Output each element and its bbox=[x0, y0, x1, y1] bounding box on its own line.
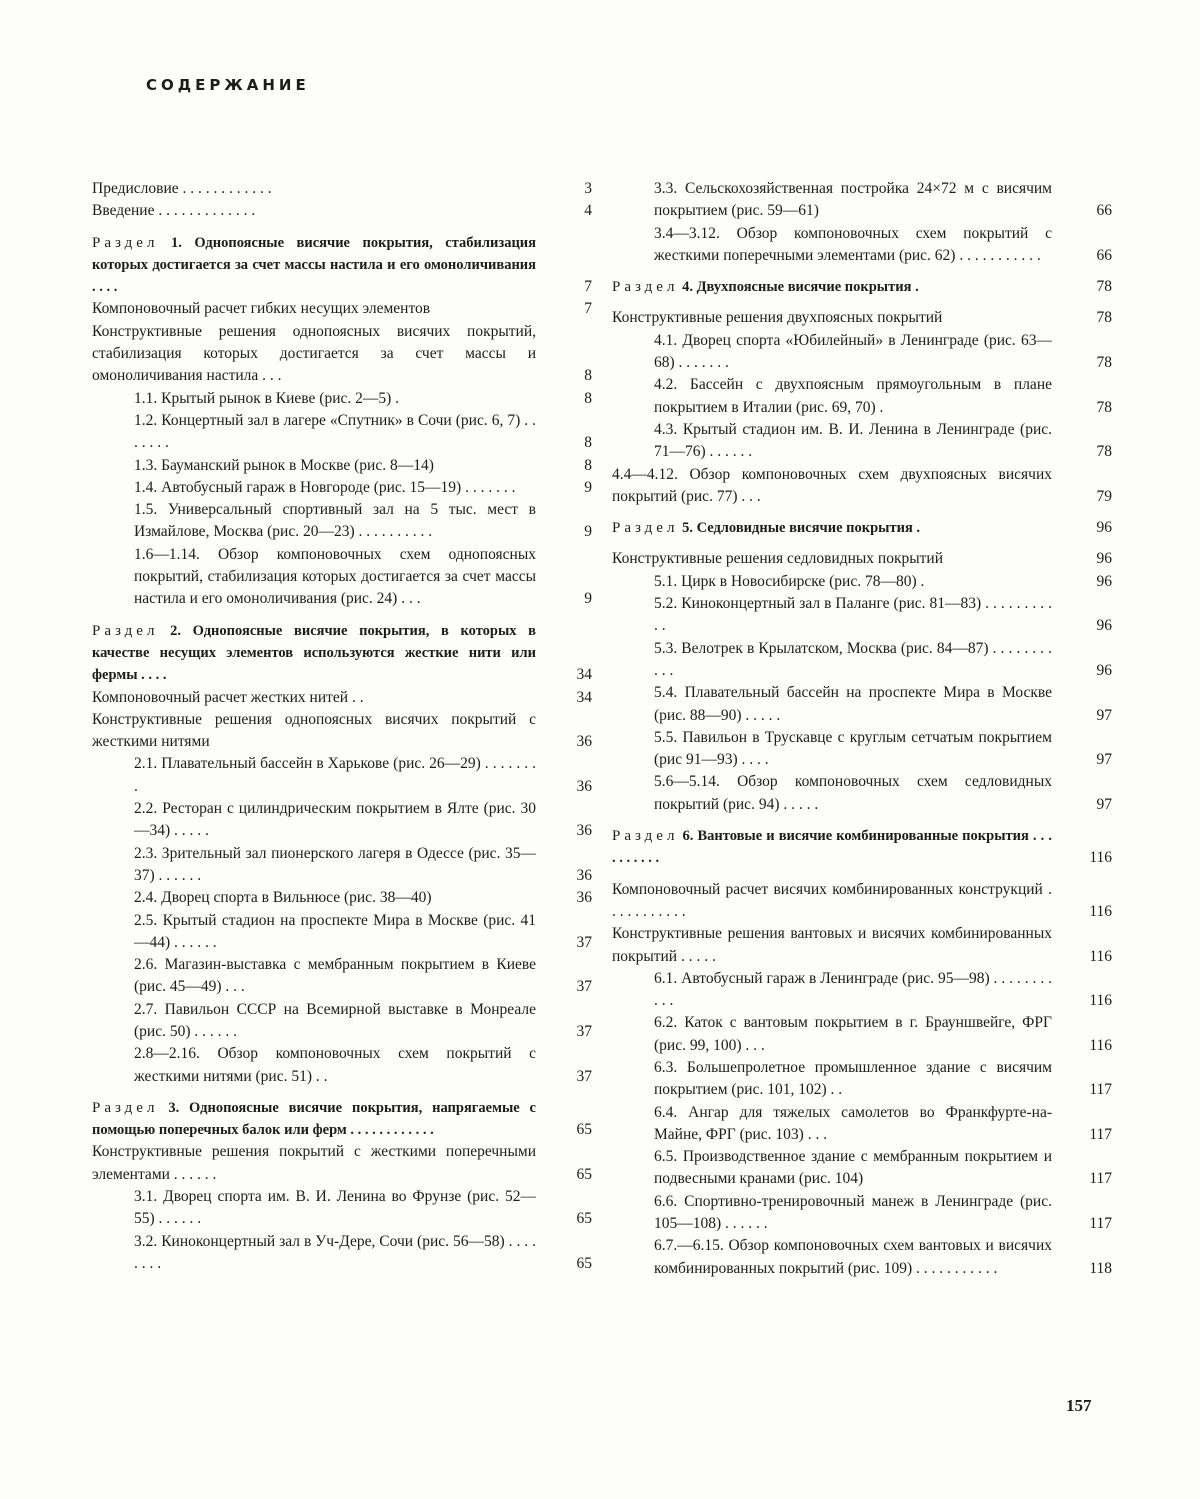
toc-page-number: 116 bbox=[1089, 947, 1112, 965]
toc-entry-title bbox=[612, 276, 1060, 298]
toc-entry-title bbox=[612, 825, 1060, 870]
toc-entry[interactable] bbox=[92, 709, 592, 754]
toc-subentry[interactable] bbox=[92, 410, 592, 455]
toc-subentry[interactable] bbox=[92, 388, 592, 410]
toc-entry-title: 2.8—2.16. Обзор компоновочных схем покрытий с жесткими нитями (рис. 51) . . bbox=[134, 1045, 536, 1085]
toc-page-number: 65 bbox=[576, 1210, 592, 1228]
section-title: 5. Седловидные висячие покрытия . bbox=[682, 520, 921, 537]
toc-entry-title: 5.3. Велотрек в Крылатском, Москва (рис. 84—87) . . . . . . . . . . . bbox=[654, 639, 1052, 679]
toc-page-number: 66 bbox=[1096, 246, 1112, 264]
toc-entry-title: 5.1. Цирк в Новосибирске (рис. 78—80) . bbox=[654, 572, 925, 590]
toc-page-number: 8 bbox=[584, 434, 592, 452]
toc-entry-title: 5.2. Киноконцертный зал в Паланге (рис. 81—83) . . . . . . . . . . . bbox=[654, 595, 1052, 635]
toc-subentry[interactable] bbox=[612, 771, 1112, 816]
toc-entry-title bbox=[612, 517, 1060, 539]
toc-page-number: 34 bbox=[576, 688, 592, 706]
toc-page-number: 78 bbox=[1096, 398, 1112, 416]
toc-right-column bbox=[612, 178, 1112, 1280]
toc-section-entry[interactable] bbox=[92, 232, 592, 299]
toc-entry-title: Предисловие . . . . . . . . . . . . bbox=[92, 180, 272, 197]
toc-subentry[interactable] bbox=[612, 593, 1112, 638]
toc-entry-title: 4.2. Бассейн с двухпоясным прямоугольным в плане покрытием в Италии (рис. 69, 70) . bbox=[654, 376, 1052, 416]
toc-subentry[interactable] bbox=[612, 223, 1112, 268]
toc-entry-title: Компоновочный расчет висячих комбинированных конструкций . . . . . . . . . . . bbox=[612, 880, 1052, 920]
toc-page-number: 78 bbox=[1096, 354, 1112, 372]
section-title: 1. Однопоясные висячие покрытия, стабилизация которых достигается за счет массы настила и его омоноличивания . . . . bbox=[92, 234, 536, 296]
toc-entry-title: Компоновочный расчет гибких несущих элементов bbox=[92, 300, 431, 318]
toc-entry-title: 6.2. Каток с вантовым покрытием в г. Брауншвейге, ФРГ (рис. 99, 100) . . . bbox=[654, 1014, 1052, 1054]
toc-page-number: 116 bbox=[1089, 1036, 1112, 1054]
toc-entry-title: 2.1. Плавательный бассейн в Харькове (рис. 26—29) . . . . . . . . bbox=[134, 755, 536, 795]
toc-entry-title: 1.1. Крытый рынок в Киеве (рис. 2—5) . bbox=[134, 389, 400, 407]
toc-subentry[interactable] bbox=[612, 178, 1112, 223]
toc-entry-title: 6.5. Производственное здание с мембранным покрытием и подвесными кранами (рис. 104) bbox=[654, 1148, 1052, 1188]
toc-section-entry[interactable] bbox=[612, 517, 1112, 539]
toc-page-number: 36 bbox=[576, 822, 592, 840]
toc-entry-title: Конструктивные решения двухпоясных покрытий bbox=[612, 309, 943, 327]
toc-entry-title: 2.5. Крытый стадион на проспекте Мира в Москве (рис. 41—44) . . . . . . bbox=[134, 911, 536, 951]
toc-entry-title: 2.7. Павильон СССР на Всемирной выставке в Монреале (рис. 50) . . . . . . bbox=[134, 1000, 536, 1040]
toc-entry[interactable] bbox=[92, 200, 592, 222]
toc-subentry[interactable] bbox=[92, 544, 592, 611]
toc-page-number: 96 bbox=[1096, 519, 1112, 537]
toc-page-number: 78 bbox=[1096, 309, 1112, 327]
toc-subentry[interactable] bbox=[612, 1146, 1112, 1191]
toc-subentry[interactable] bbox=[92, 477, 592, 499]
toc-page-number: 117 bbox=[1089, 1125, 1112, 1143]
toc-entry-title: Конструктивные решения вантовых и висячих комбинированных покрытий . . . . . bbox=[612, 925, 1052, 965]
toc-page-number: 37 bbox=[576, 1022, 592, 1040]
toc-entry-title: 6.1. Автобусный гараж в Ленинграде (рис. 95—98) . . . . . . . . . . . bbox=[654, 969, 1052, 1010]
toc-subentry[interactable] bbox=[612, 330, 1112, 375]
toc-subentry[interactable] bbox=[612, 1012, 1112, 1057]
toc-entry-title: 3.3. Сельскохозяйственная постройка 24×72 м с висячим покрытием (рис. 59—61) bbox=[654, 180, 1052, 220]
toc-gap bbox=[92, 1088, 592, 1097]
toc-page-number: 96 bbox=[1096, 661, 1112, 679]
section-title: 6. Вантовые и висячие комбинированные покрытия . . . . . . . . . . bbox=[612, 828, 1052, 867]
toc-entry-title: 4.4—4.12. Обзор компоновочных схем двухпоясных висячих покрытий (рис. 77) . . . bbox=[612, 465, 1052, 505]
toc-entry-title: 1.6—1.14. Обзор компоновочных схем однопоясных покрытий, стабилизация которых достигается за счет массы настила и его омоноличивания (рис. 24) . . . bbox=[134, 545, 536, 608]
toc-subentry[interactable] bbox=[92, 910, 592, 955]
toc-gap bbox=[612, 298, 1112, 307]
toc-page-number: 3 bbox=[584, 180, 592, 197]
toc-page-number: 79 bbox=[1096, 487, 1112, 505]
toc-page-number: 36 bbox=[576, 889, 592, 907]
toc-subentry[interactable] bbox=[612, 571, 1112, 593]
page-heading: СОДЕРЖАНИЕ bbox=[146, 76, 310, 94]
toc-subentry[interactable] bbox=[612, 682, 1112, 727]
toc-section-entry[interactable] bbox=[92, 620, 592, 687]
toc-subentry[interactable] bbox=[92, 954, 592, 999]
section-label: Раздел bbox=[92, 1099, 159, 1116]
toc-gap bbox=[612, 508, 1112, 517]
toc-entry-title: 3.2. Киноконцертный зал в Уч-Дере, Сочи (рис. 56—58) . . . . . . . . bbox=[134, 1232, 536, 1272]
toc-entry-title: 6.7.—6.15. Обзор компоновочных схем вантовых и висячих комбинированных покрытий (рис. 109) . . . . . . . . . . . bbox=[654, 1237, 1052, 1277]
toc-entry-title: 6.4. Ангар для тяжелых самолетов во Франкфурте-на-Майне, ФРГ (рис. 103) . . . bbox=[654, 1103, 1052, 1143]
toc-page-number: 116 bbox=[1089, 902, 1112, 920]
toc-page-number: 8 bbox=[584, 456, 592, 474]
toc-page-number: 4 bbox=[584, 202, 592, 220]
toc-page-number: 117 bbox=[1089, 1170, 1112, 1188]
section-label: Раздел bbox=[612, 520, 679, 537]
toc-page-number: 34 bbox=[576, 666, 592, 684]
toc-entry[interactable] bbox=[612, 548, 1112, 570]
toc-entry-title: Конструктивные решения однопоясных висячих покрытий с жесткими нитями bbox=[92, 710, 536, 751]
section-title: 3. Однопоясные висячие покрытия, напрягаемые с помощью поперечных балок или ферм . . . . . . . . . . . . bbox=[92, 1099, 536, 1139]
toc-page-number: 118 bbox=[1089, 1259, 1112, 1277]
toc-entry-title: 2.2. Ресторан с цилиндрическим покрытием в Ялте (рис. 30—34) . . . . . bbox=[134, 800, 536, 840]
toc-gap bbox=[92, 611, 592, 620]
toc-subentry[interactable] bbox=[92, 1043, 592, 1088]
toc-entry-title bbox=[92, 1097, 544, 1142]
toc-page-number: 37 bbox=[576, 978, 592, 996]
section-title: 4. Двухпоясные висячие покрытия . bbox=[682, 279, 919, 296]
toc-entry-title: 1.5. Универсальный спортивный зал на 5 тыс. мест в Измайлове, Москва (рис. 20—23) . . . . . . . . . . bbox=[134, 501, 536, 541]
toc-entry-title: Введение . . . . . . . . . . . . . bbox=[92, 202, 256, 220]
toc-entry[interactable] bbox=[92, 178, 592, 200]
toc-subentry[interactable] bbox=[612, 638, 1112, 683]
toc-gap bbox=[612, 870, 1112, 879]
toc-entry-title: 1.4. Автобусный гараж в Новгороде (рис. 15—19) . . . . . . . bbox=[134, 478, 516, 496]
toc-subentry[interactable] bbox=[612, 374, 1112, 419]
toc-gap bbox=[612, 267, 1112, 276]
toc-page-number: 96 bbox=[1096, 617, 1112, 635]
section-label: Раздел bbox=[92, 234, 159, 251]
toc-section-entry[interactable] bbox=[612, 276, 1112, 298]
toc-entry[interactable] bbox=[92, 687, 592, 709]
toc-entry-title: 1.2. Концертный зал в лагере «Спутник» в Сочи (рис. 6, 7) . . . . . . . bbox=[134, 411, 536, 452]
toc-entry-title bbox=[92, 232, 544, 299]
section-title: 2. Однопоясные висячие покрытия, в которых в качестве несущих элементов используются жесткие нити или фермы . . . . bbox=[92, 622, 537, 684]
toc-page-number: 9 bbox=[584, 590, 592, 608]
toc-entry[interactable] bbox=[612, 923, 1112, 968]
toc-page-number: 96 bbox=[1096, 572, 1112, 590]
toc-subentry[interactable] bbox=[612, 1191, 1112, 1236]
toc-page-number: 96 bbox=[1096, 550, 1112, 568]
toc-subentry[interactable] bbox=[612, 1102, 1112, 1147]
toc-page-number: 65 bbox=[576, 1121, 592, 1139]
toc-page-number: 36 bbox=[576, 866, 592, 884]
toc-page-number: 37 bbox=[576, 933, 592, 951]
section-label: Раздел bbox=[92, 622, 159, 639]
toc-entry-title: 5.5. Павильон в Трускавце с круглым сетчатым покрытием (рис 91—93) . . . . bbox=[654, 728, 1052, 769]
toc-page-number: 9 bbox=[584, 478, 592, 496]
toc-left-column bbox=[92, 178, 592, 1275]
toc-entry[interactable] bbox=[92, 298, 592, 320]
toc-page-number: 37 bbox=[576, 1067, 592, 1085]
toc-subentry[interactable] bbox=[92, 887, 592, 909]
toc-page-number: 7 bbox=[584, 278, 592, 296]
toc-page-number: 36 bbox=[576, 733, 592, 751]
toc-page-number: 117 bbox=[1089, 1215, 1112, 1233]
toc-entry-title bbox=[92, 620, 544, 687]
toc-subentry[interactable] bbox=[92, 798, 592, 843]
toc-gap bbox=[92, 223, 592, 232]
toc-page-number: 36 bbox=[576, 777, 592, 795]
toc-entry-title: 4.3. Крытый стадион им. В. И. Ленина в Ленинграде (рис. 71—76) . . . . . . bbox=[654, 420, 1052, 461]
toc-entry-title: 4.1. Дворец спорта «Юбилейный» в Ленинграде (рис. 63—68) . . . . . . . bbox=[654, 331, 1052, 372]
toc-subentry[interactable] bbox=[612, 1235, 1112, 1280]
toc-entry[interactable] bbox=[612, 307, 1112, 329]
toc-subentry[interactable] bbox=[92, 753, 592, 798]
toc-page-number: 66 bbox=[1096, 202, 1112, 220]
toc-gap bbox=[612, 816, 1112, 825]
toc-entry-title: Компоновочный расчет жестких нитей . . bbox=[92, 688, 364, 706]
toc-page-number: 78 bbox=[1096, 278, 1112, 296]
toc-page-number: 117 bbox=[1089, 1081, 1112, 1099]
toc-entry-title: Конструктивные решения седловидных покрытий bbox=[612, 550, 944, 568]
toc-page-number: 78 bbox=[1096, 443, 1112, 461]
section-label: Раздел bbox=[612, 828, 679, 845]
toc-entry-title: 2.4. Дворец спорта в Вильнюсе (рис. 38—40) bbox=[134, 889, 432, 907]
toc-subentry[interactable] bbox=[612, 419, 1112, 464]
toc-subentry[interactable] bbox=[92, 455, 592, 477]
toc-entry-title: 6.6. Спортивно-тренировочный манеж в Ленинграде (рис. 105—108) . . . . . . bbox=[654, 1192, 1052, 1233]
toc-page-number: 7 bbox=[584, 300, 592, 318]
toc-subentry[interactable] bbox=[612, 1057, 1112, 1102]
toc-entry[interactable] bbox=[612, 464, 1112, 509]
toc-entry-title: 2.6. Магазин-выставка с мембранным покрытием в Киеве (рис. 45—49) . . . bbox=[134, 956, 536, 996]
toc-page-number: 65 bbox=[576, 1254, 592, 1272]
toc-entry-title: 2.3. Зрительный зал пионерского лагеря в Одессе (рис. 35—37) . . . . . . bbox=[134, 844, 536, 884]
toc-entry-title: 6.3. Большепролетное промышленное здание с висячим покрытием (рис. 101, 102) . . bbox=[654, 1058, 1052, 1099]
toc-entry-title: 1.3. Бауманский рынок в Москве (рис. 8—14) bbox=[134, 456, 434, 474]
toc-entry-title: Конструктивные решения покрытий с жесткими поперечными элементами . . . . . . bbox=[92, 1143, 536, 1183]
toc-page-number: 116 bbox=[1089, 992, 1112, 1010]
toc-subentry[interactable] bbox=[92, 1231, 592, 1276]
toc-subentry[interactable] bbox=[92, 1186, 592, 1231]
toc-page-number: 97 bbox=[1096, 795, 1112, 813]
toc-entry[interactable] bbox=[92, 321, 592, 388]
toc-page-number: 8 bbox=[584, 389, 592, 407]
toc-page-number: 116 bbox=[1089, 849, 1112, 867]
toc-subentry[interactable] bbox=[612, 968, 1112, 1013]
toc-page-number: 97 bbox=[1096, 706, 1112, 724]
toc-entry-title: 5.4. Плавательный бассейн на проспекте Мира в Москве (рис. 88—90) . . . . . bbox=[654, 684, 1052, 724]
toc-page-number: 9 bbox=[584, 523, 592, 541]
toc-section-entry[interactable] bbox=[92, 1097, 592, 1142]
toc-subentry[interactable] bbox=[92, 999, 592, 1044]
toc-page-number: 97 bbox=[1096, 751, 1112, 769]
toc-page-number: 65 bbox=[576, 1165, 592, 1183]
toc-entry-title: 3.1. Дворец спорта им. В. И. Ленина во Фрунзе (рис. 52—55) . . . . . . bbox=[134, 1188, 536, 1228]
toc-section-entry[interactable] bbox=[612, 825, 1112, 870]
toc-entry-title: 3.4—3.12. Обзор компоновочных схем покрытий с жесткими поперечными элементами (рис. 62) . . . . . . . . . . . bbox=[654, 224, 1052, 264]
section-label: Раздел bbox=[612, 279, 679, 296]
toc-subentry[interactable] bbox=[612, 727, 1112, 772]
toc-entry-title: Конструктивные решения однопоясных висячих покрытий, стабилизация которых достигается за счет массы и омоноличивания настила . . . bbox=[92, 322, 536, 385]
toc-subentry[interactable] bbox=[92, 843, 592, 888]
toc-subentry[interactable] bbox=[92, 499, 592, 544]
page-number: 157 bbox=[1066, 1396, 1092, 1415]
toc-entry-title: 5.6—5.14. Обзор компоновочных схем седловидных покрытий (рис. 94) . . . . . bbox=[654, 773, 1052, 813]
toc-page-number: 8 bbox=[584, 367, 592, 385]
toc-gap bbox=[612, 539, 1112, 548]
toc-entry[interactable] bbox=[612, 879, 1112, 924]
toc-entry[interactable] bbox=[92, 1141, 592, 1186]
